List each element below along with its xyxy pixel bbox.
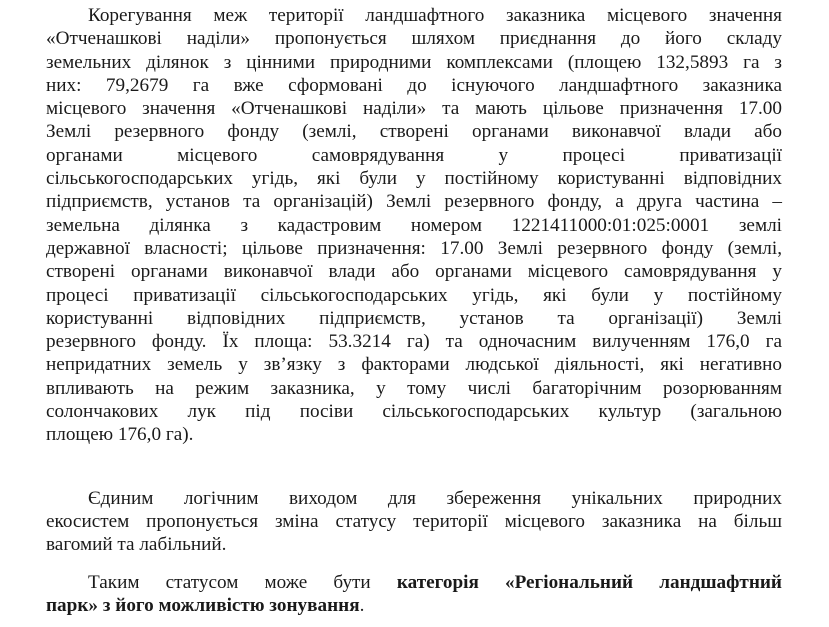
paragraph-line: Корегування меж території ландшафтного заказника місцевого значення [88, 5, 782, 26]
paragraph-line: користуванні відповідних підприємств, установ та організації) Землі [46, 307, 782, 329]
paragraph-spacer [46, 557, 782, 571]
paragraph-line: резервного фонду. Їх площа: 53.3214 га) та одночасним вилученням 176,0 га [46, 331, 782, 353]
paragraph-line: державної власності; цільове призначення: 17.00 Землі резервного фонду (землі, [46, 237, 782, 259]
paragraph-line: вагомий та лабільний. [46, 534, 227, 556]
paragraph-line: підприємств, установ та організацій) Землі резервного фонду, а друга частина – [46, 191, 782, 213]
paragraph-line [46, 594, 782, 617]
paragraph-line: солончакових лук під посіви сільськогосподарських культур (загальною [46, 401, 782, 423]
paragraph-line: непридатних земель у зв’язку з факторами людської діяльності, які негативно [46, 354, 782, 376]
paragraph-spacer [46, 447, 782, 487]
paragraph-text: Таким статусом може бути [88, 571, 397, 593]
paragraph-bold-text: категорія «Регіональний ландшафтний [396, 571, 782, 593]
paragraph-line: впливають на режим заказника, у тому числі багаторічним розорюванням [46, 377, 782, 399]
paragraph-line: Єдиним логічним виходом для збереження унікальних природних [88, 487, 782, 509]
paragraph-line: екосистем пропонується зміна статусу території місцевого заказника на більш [46, 510, 782, 532]
paragraph-line: процесі приватизації сільськогосподарських угідь, які були у постійному [46, 284, 782, 306]
paragraph-line: місцевого значення «Отченашкові наділи» та мають цільове призначення 17.00 [46, 98, 782, 120]
paragraph-bold-text: парк» з його можливістю зонування [46, 594, 360, 616]
paragraph-line [46, 571, 782, 594]
document-page [46, 4, 782, 617]
paragraph-line: Землі резервного фонду (землі, створені органами виконавчої влади або [46, 121, 782, 143]
paragraph-line: «Отченашкові наділи» пропонується шляхом приєднання до його складу [46, 28, 782, 50]
paragraph-2 [46, 487, 782, 557]
paragraph-line: органами місцевого самоврядування у процесі приватизації [46, 144, 782, 166]
paragraph-1 [46, 4, 782, 447]
paragraph-line: площею 176,0 га). [46, 424, 194, 446]
paragraph-line: них: 79,2679 га вже сформовані до існуючого ландшафтного заказника [46, 74, 782, 96]
paragraph-line: сільськогосподарських угідь, які були у постійному користуванні відповідних [46, 168, 782, 190]
paragraph-line: земельна ділянка з кадастровим номером 1221411000:01:025:0001 землі [46, 214, 782, 236]
paragraph-line: створені органами виконавчої влади або органами місцевого самоврядування у [46, 261, 782, 283]
paragraph-line: земельних ділянок з цінними природними комплексами (площею 132,5893 га з [46, 51, 782, 73]
paragraph-3 [46, 571, 782, 618]
paragraph-text: . [359, 594, 365, 616]
